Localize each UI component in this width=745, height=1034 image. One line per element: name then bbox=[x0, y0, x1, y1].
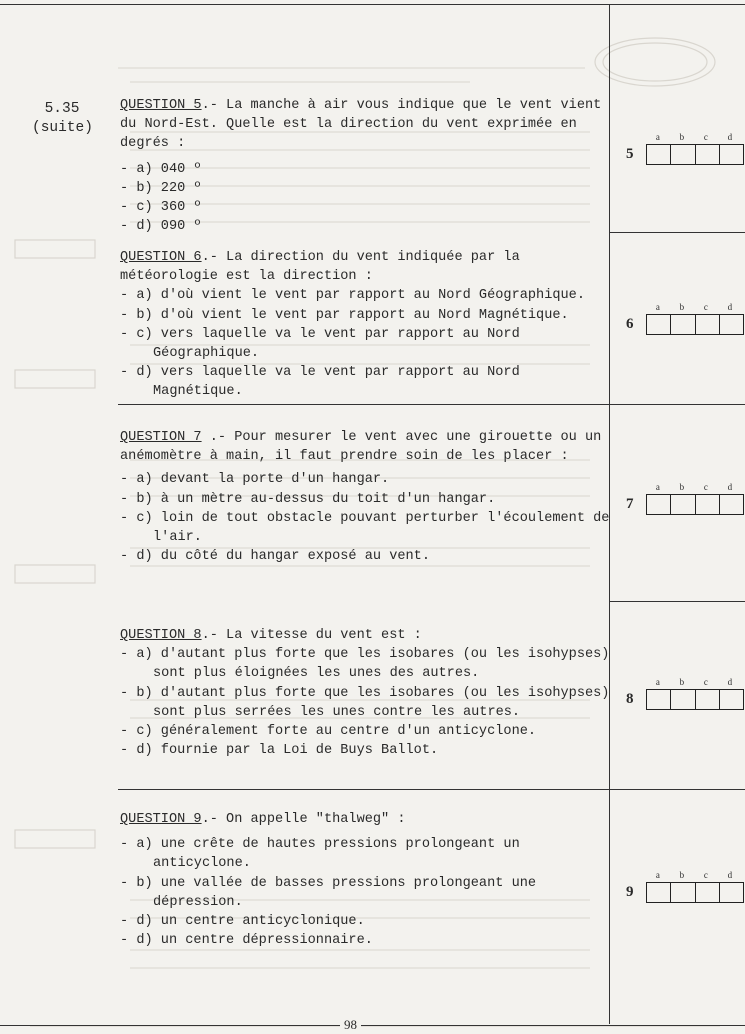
question-title: QUESTION 6 bbox=[120, 250, 202, 265]
option-a: - a) devant la porte d'un hangar. bbox=[120, 472, 390, 488]
answer-grid-9 bbox=[626, 870, 741, 910]
question-5 bbox=[120, 96, 610, 236]
question-stem: QUESTION 6.- La direction du vent indiquée par la météorologie est la direction : bbox=[120, 250, 520, 285]
answer-box-a[interactable] bbox=[647, 145, 671, 164]
question-stem: QUESTION 9.- On appelle "thalweg" : bbox=[120, 812, 406, 827]
option-a: - a) d'où vient le vent par rapport au Nord Géographique. bbox=[120, 288, 585, 304]
option-b: - b) d'autant plus forte que les isobares (ou les isohypses) sont plus serrées les unes contre les autres. bbox=[120, 685, 610, 720]
answer-box-d[interactable] bbox=[720, 883, 743, 902]
answer-number: 9 bbox=[626, 884, 634, 900]
separator-rule bbox=[609, 232, 745, 233]
option-c: - c) vers laquelle va le vent par rapport au Nord Géographique. bbox=[120, 326, 520, 362]
answer-box-c[interactable] bbox=[696, 883, 720, 902]
option-a: - a) une crête de hautes pressions prolongeant un anticyclone. bbox=[120, 837, 520, 872]
answer-letters: a b c d bbox=[655, 482, 733, 492]
answer-box-a[interactable] bbox=[647, 883, 671, 902]
option-a: - a) 040 º bbox=[120, 161, 202, 177]
option-d: - d) fournie par la Loi de Buys Ballot. bbox=[120, 743, 439, 759]
separator-rule bbox=[118, 789, 745, 790]
answer-box-d[interactable] bbox=[720, 495, 743, 514]
answer-box-a[interactable] bbox=[647, 315, 671, 334]
option-d-anticyclonic: - d) un centre anticyclonique. bbox=[120, 914, 365, 930]
option-b: - b) 220 º bbox=[120, 180, 202, 196]
question-title: QUESTION 7 bbox=[120, 430, 202, 445]
answer-grid-8 bbox=[626, 677, 741, 717]
option-d: - d) du côté du hangar exposé au vent. bbox=[120, 549, 430, 565]
option-c: - c) 360 º bbox=[120, 200, 202, 216]
option-d: - d) vers laquelle va le vent par rapport au Nord Magnétique. bbox=[120, 365, 520, 400]
answer-boxes bbox=[646, 882, 744, 903]
answer-box-c[interactable] bbox=[696, 315, 720, 334]
answer-number: 6 bbox=[626, 316, 634, 332]
answer-letters: a b c d bbox=[655, 302, 733, 312]
question-title: QUESTION 5 bbox=[120, 98, 202, 113]
answer-box-d[interactable] bbox=[720, 690, 743, 709]
answer-grid-5 bbox=[626, 132, 741, 172]
answer-boxes bbox=[646, 144, 744, 165]
separator-rule bbox=[609, 601, 745, 602]
answer-box-c[interactable] bbox=[696, 495, 720, 514]
answer-number: 7 bbox=[626, 496, 634, 512]
question-stem: QUESTION 7 .- Pour mesurer le vent avec une girouette ou un anémomètre à main, il faut prendre soin de les placer : bbox=[120, 430, 602, 465]
answer-grid-6 bbox=[626, 302, 741, 342]
section-number: 5.35 bbox=[44, 101, 80, 117]
answer-box-b[interactable] bbox=[671, 883, 695, 902]
answer-letters: a b c d bbox=[655, 132, 733, 142]
option-c: - c) loin de tout obstacle pouvant perturber l'écoulement de l'air. bbox=[120, 510, 610, 546]
answer-letters: a b c d bbox=[655, 870, 733, 880]
answer-box-c[interactable] bbox=[696, 690, 720, 709]
option-a: - a) d'autant plus forte que les isobares (ou les isohypses) sont plus éloignées les unes des autres. bbox=[120, 647, 610, 682]
answer-box-a[interactable] bbox=[647, 495, 671, 514]
question-8 bbox=[120, 626, 610, 760]
answer-boxes bbox=[646, 689, 744, 710]
answer-box-d[interactable] bbox=[720, 315, 743, 334]
answer-number: 5 bbox=[626, 146, 634, 162]
answer-number: 8 bbox=[626, 691, 634, 707]
option-b: - b) d'où vient le vent par rapport au Nord Magnétique. bbox=[120, 307, 569, 323]
section-reference bbox=[32, 100, 92, 138]
bottom-rule bbox=[0, 1025, 745, 1026]
question-6 bbox=[120, 248, 610, 402]
answer-box-d[interactable] bbox=[720, 145, 743, 164]
answer-letters: a b c d bbox=[655, 677, 733, 687]
answer-box-b[interactable] bbox=[671, 145, 695, 164]
answer-box-a[interactable] bbox=[647, 690, 671, 709]
answer-grid-7 bbox=[626, 482, 741, 522]
answer-boxes bbox=[646, 314, 744, 335]
question-title: QUESTION 8 bbox=[120, 628, 202, 643]
option-c: - c) généralement forte au centre d'un anticyclone. bbox=[120, 724, 537, 740]
question-stem: QUESTION 5.- La manche à air vous indique que le vent vient du Nord-Est. Quelle est la direction du vent exprimée en degrés : bbox=[120, 98, 602, 152]
separator-rule bbox=[118, 404, 745, 405]
answer-boxes bbox=[646, 494, 744, 515]
option-b: - b) une vallée de basses pressions prolongeant une dépression. bbox=[120, 875, 537, 910]
answer-box-b[interactable] bbox=[671, 690, 695, 709]
option-d-depressionary: - d) un centre dépressionnaire. bbox=[120, 933, 373, 949]
question-title: QUESTION 9 bbox=[120, 812, 202, 827]
option-d: - d) 090 º bbox=[120, 219, 202, 235]
top-rule bbox=[0, 4, 745, 5]
question-7 bbox=[120, 428, 610, 566]
answer-box-b[interactable] bbox=[671, 315, 695, 334]
answer-box-b[interactable] bbox=[671, 495, 695, 514]
page-number: 98 bbox=[340, 1017, 361, 1033]
question-stem: QUESTION 8.- La vitesse du vent est : bbox=[120, 628, 422, 643]
option-b: - b) à un mètre au-dessus du toit d'un hangar. bbox=[120, 491, 496, 507]
answer-box-c[interactable] bbox=[696, 145, 720, 164]
question-9 bbox=[120, 810, 610, 950]
section-suffix: (suite) bbox=[32, 120, 93, 136]
